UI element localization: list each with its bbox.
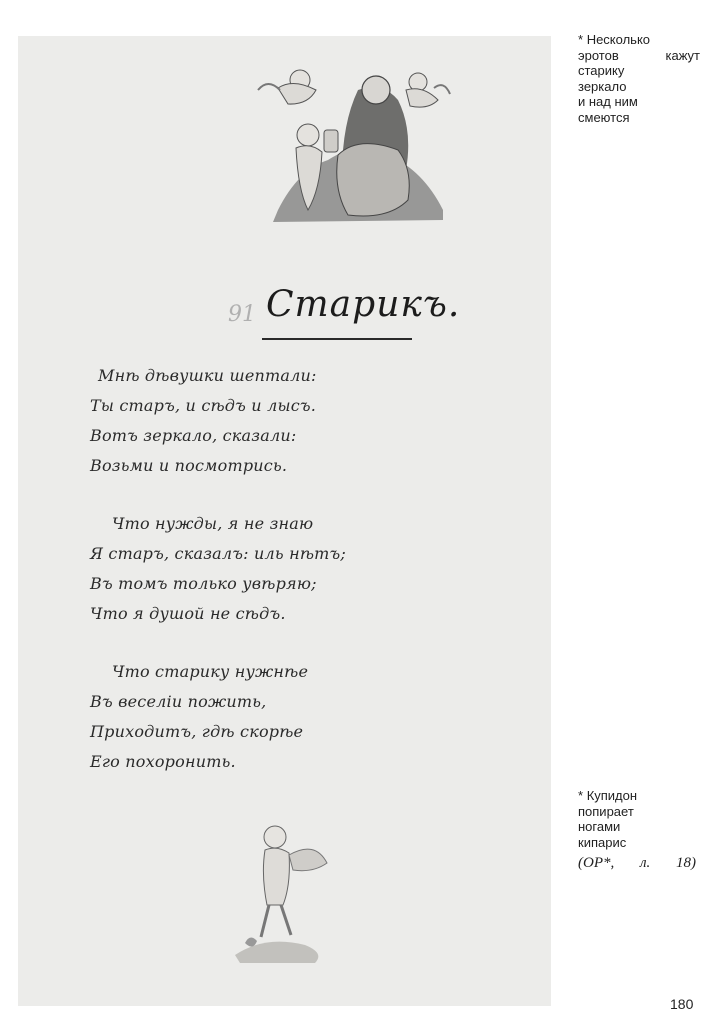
- reference-source: (ОР*,: [578, 855, 615, 871]
- verse-line: Что нужды, я не знаю: [112, 514, 314, 533]
- caption-bottom: [578, 788, 700, 872]
- pencil-page-number: 91: [228, 302, 256, 327]
- title-underline: [262, 338, 412, 340]
- verse-line: Приходитъ, гдѣ скорѣе: [90, 722, 304, 741]
- verse-line: Я старъ, сказалъ: иль нѣтъ;: [90, 544, 346, 563]
- cupid-on-cypress-icon: [215, 815, 345, 965]
- page-number: 180: [670, 996, 694, 1012]
- caption-line: Купидон: [586, 788, 638, 803]
- caption-line: ногами: [578, 819, 621, 834]
- verse-line: Что я душой не сѣдъ.: [90, 604, 286, 623]
- caption-line: Несколько: [586, 32, 651, 47]
- verse-line: Вотъ зеркало, сказали:: [90, 426, 297, 445]
- verse-line: Что старику нужнѣе: [112, 662, 309, 681]
- poem-title-block: [210, 282, 461, 348]
- caption-line: и над ним: [578, 94, 638, 109]
- caption-line: попирает: [578, 803, 634, 819]
- poem-title: Старикъ.: [266, 284, 461, 325]
- source-reference: [578, 856, 696, 872]
- caption-line: кипарис: [578, 834, 627, 850]
- verse-line: Въ томъ только увѣряю;: [90, 574, 317, 593]
- reference-number: 18): [675, 855, 696, 871]
- footnote-marker: *: [578, 788, 584, 803]
- verse-line: Ты старъ, и сѣдъ и лысъ.: [90, 396, 317, 415]
- verse-line: Возьми и посмотрись.: [90, 456, 288, 475]
- caption-line: зеркало: [578, 78, 627, 94]
- caption-line: старику: [578, 63, 625, 78]
- caption-top: [578, 32, 700, 125]
- verse-line: Мнѣ дѣвушки шептали:: [98, 366, 317, 385]
- verse-line: Въ веселіи пожить,: [90, 692, 267, 711]
- footnote-marker: *: [578, 32, 584, 47]
- reference-leaf: л.: [639, 855, 651, 871]
- caption-line: эротов кажут: [578, 47, 700, 63]
- old-man-with-cupids-icon: [238, 60, 454, 230]
- verse-line: Его похоронить.: [90, 752, 236, 771]
- caption-line: смеются: [578, 109, 630, 125]
